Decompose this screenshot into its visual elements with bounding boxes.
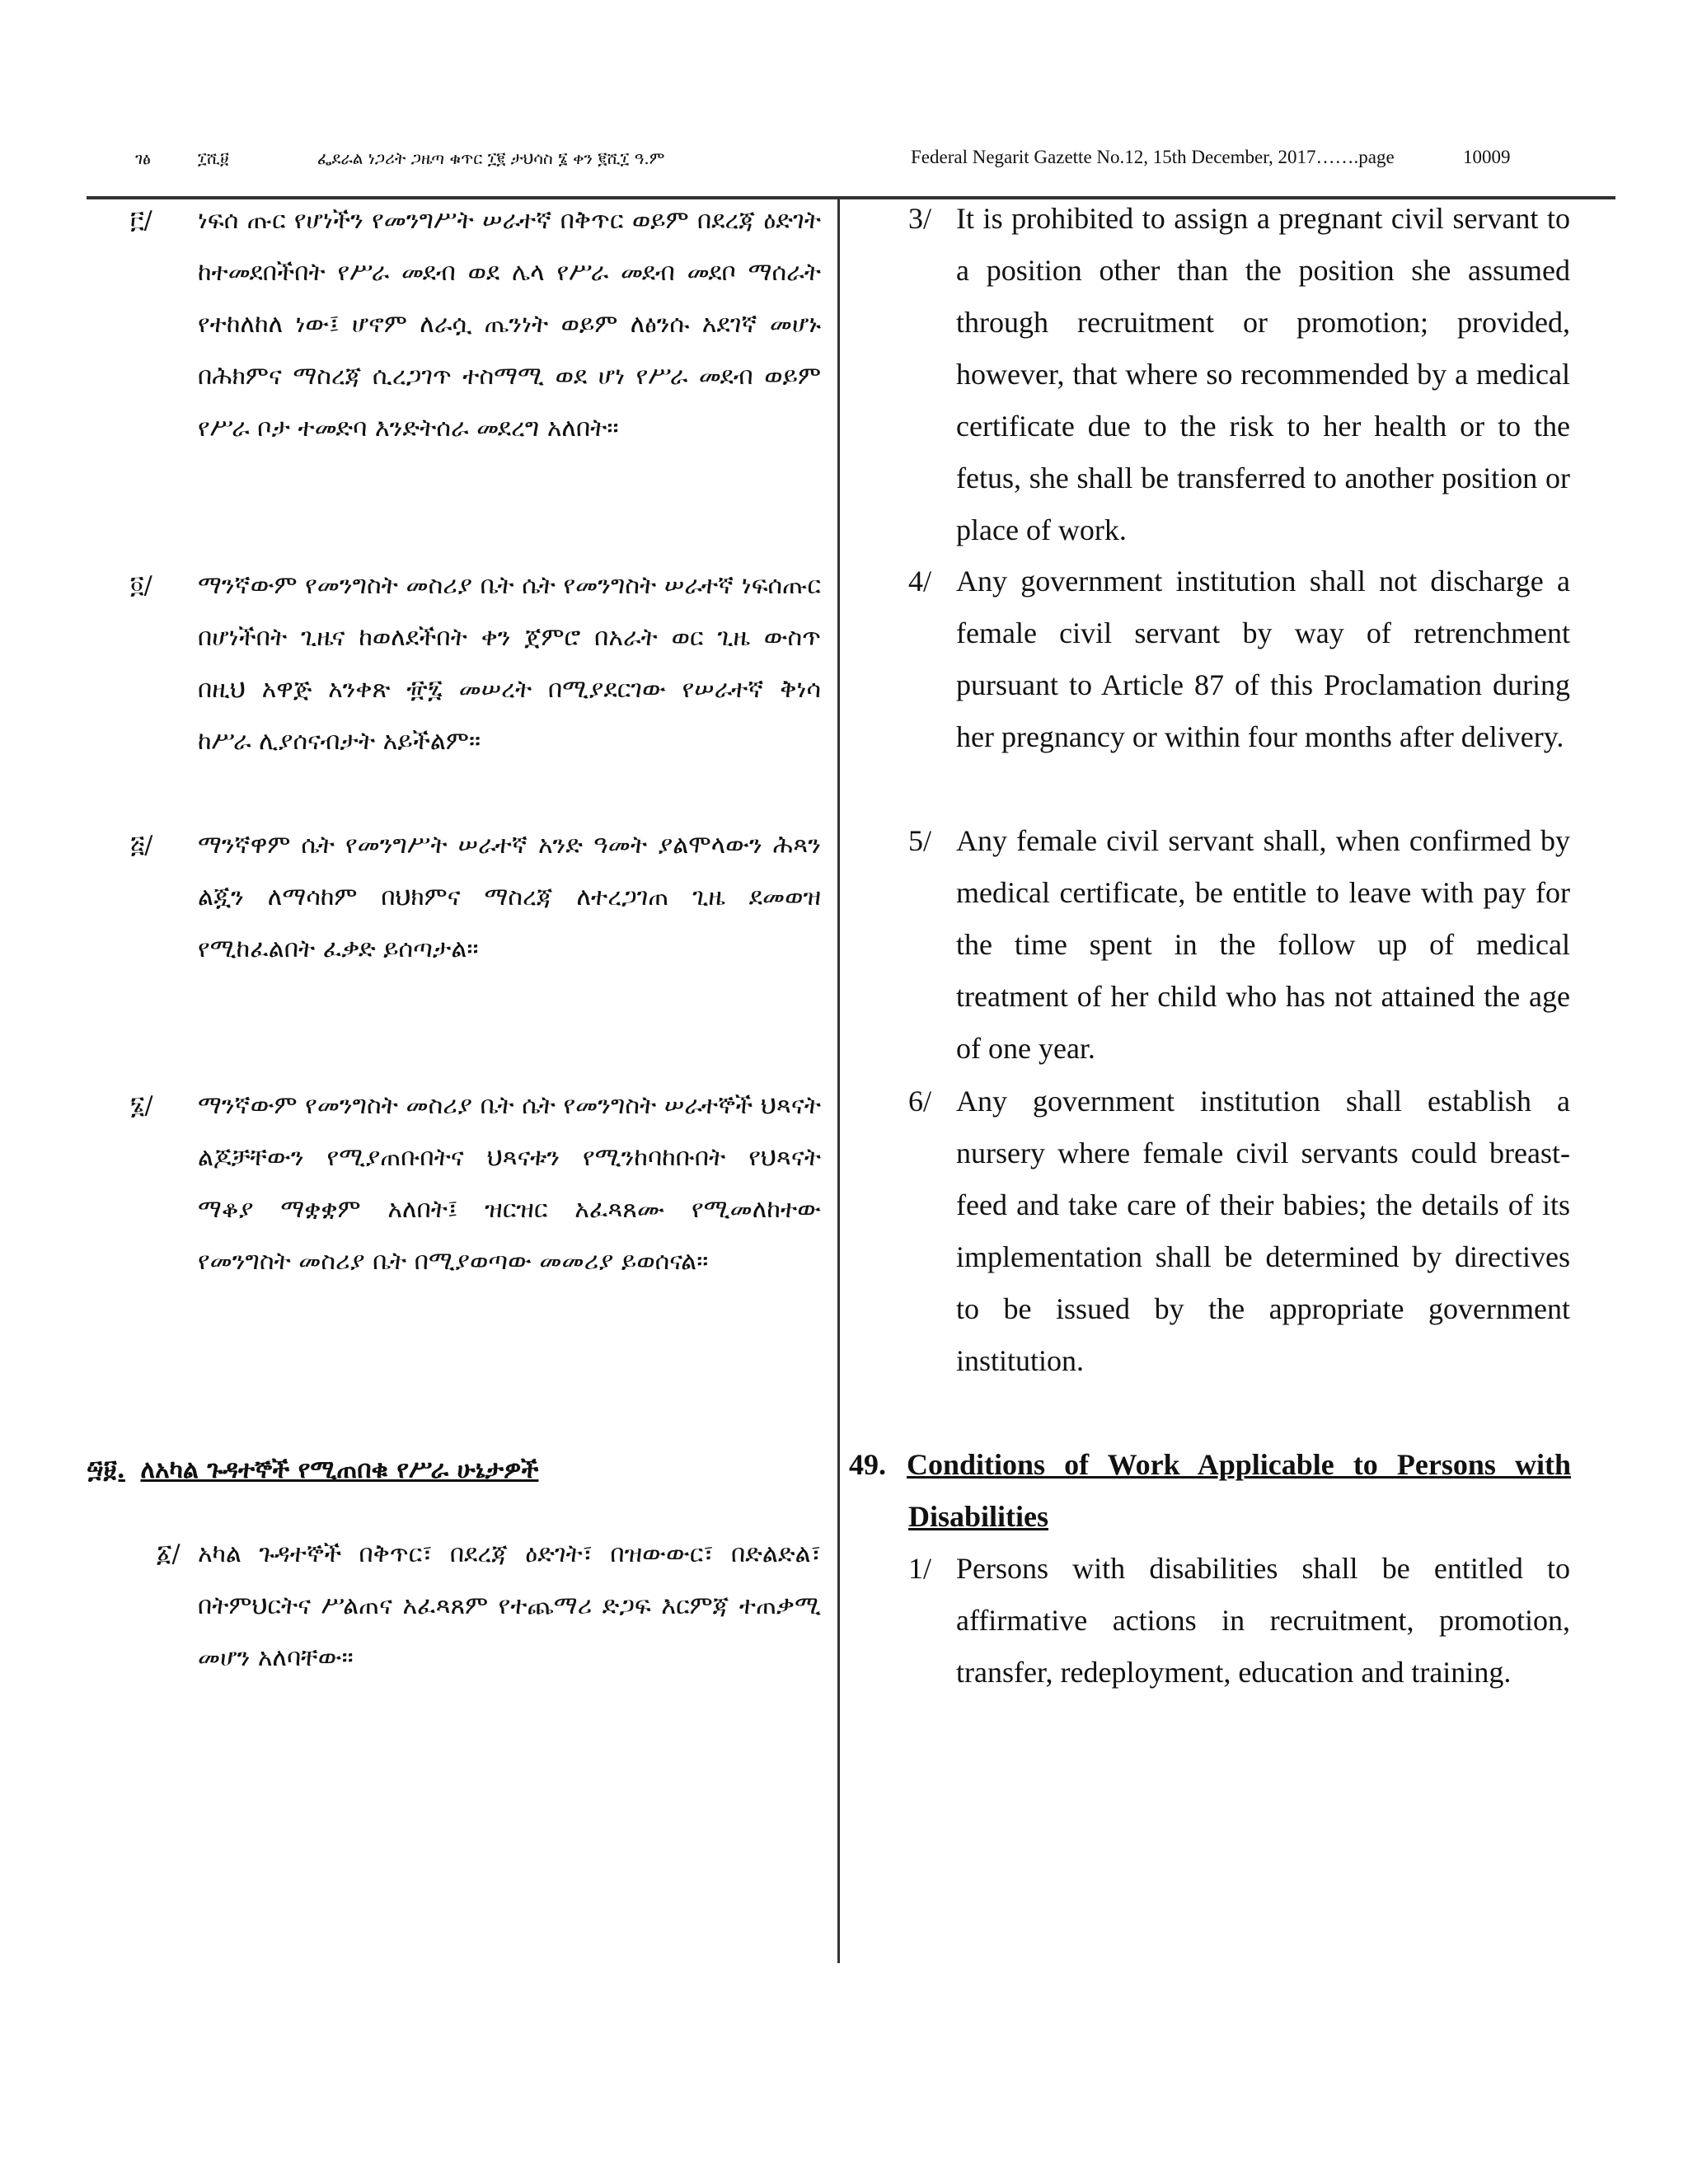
header-gazette-en: Federal Negarit Gazette No.12, 15th December, 2017…….page bbox=[911, 147, 1395, 167]
item-number: ፮/ bbox=[130, 1091, 153, 1120]
item-text: ማንኛዋም ሴት የመንግሥት ሠራተኛ አንድ ዓመት ያልሞላውን ሕጻን ልጇን ለማሳከም በህክምና ማስረጃ ለተረጋገጠ ጊዜ ደመወዝ የሚከፈልበት ፈቃድ ይሰጣታል፡፡ bbox=[198, 831, 821, 963]
item-number: ፭/ bbox=[130, 831, 153, 860]
item-text: አካል ጉዳተኞች በቅጥር፣ በደረጃ ዕድገት፣ በዝውውር፣ በድልድል፣ በትምህርትና ሥልጠና አፈጻጸም የተጨማሪ ድጋፍ እርምጃ ተጠቃሚ መሆን አለባቸው፡፡ bbox=[198, 1540, 821, 1672]
item-text: Any female civil servant shall, when confirmed by medical certificate, be entitle to leave with pay for the time spent in the follow up of medical treatment of her child who has not attained the age of one year. bbox=[956, 824, 1570, 1065]
item-text: Any government institution shall establish a nursery where female civil servants could breast-feed and take care of their babies; the details of its implementation shall be determined by directives to be issued by the appropriate government institution. bbox=[956, 1085, 1570, 1377]
item-text: It is prohibited to assign a pregnant civil servant to a position other than the position she assumed through recruitment or promotion; provided, however, that where so recommended by a medical certificate due to the risk to her health or to the fetus, she shall be transferred to another position or place of work. bbox=[956, 202, 1570, 546]
section-heading-am bbox=[87, 1444, 762, 1496]
item-text: Any government institution shall not discharge a female civil servant by way of retrenchment pursuant to Article 87 of this Proclamation during her pregnancy or within four months after delivery. bbox=[956, 565, 1570, 753]
item-number: ፬/ bbox=[130, 571, 152, 600]
page-header bbox=[0, 142, 1688, 175]
header-page-number-en: 10009 bbox=[1463, 147, 1511, 167]
section-title-line-1: Conditions of Work Applicable to Persons with bbox=[907, 1448, 1571, 1481]
section-title-line-2: Disabilities bbox=[908, 1500, 1049, 1533]
item-text: ነፍሰ ጡር የሆነችን የመንግሥት ሠራተኛ በቅጥር ወይም በደረጃ ዕድገት ከተመደበችበት የሥራ መደብ ወደ ሌላ የሥራ መደብ መደቦ ማሰራት የተከለከለ ነው፤ ሆኖም ለራሷ ጤንነት ወይም ለፅንሱ አደገኛ መሆኑ በሕክምና ማስረጃ ሲረጋገጥ ተስማሚ ወደ ሆነ የሥራ መደብ ወይም የሥራ ቦታ ተመድባ እንድትሰራ መደረግ አለበት፡፡ bbox=[198, 206, 821, 443]
item-text: ማንኛውም የመንግስት መስሪያ ቤት ሴት የመንግስት ሠራተኛ ነፍሰጡር በሆነችበት ጊዜና ከወለደችበት ቀን ጀምሮ በአራት ወር ጊዜ ውስጥ በዚህ አዋጅ አንቀጽ ፹፯ መሠረት በሚያደርገው የሠራተኛ ቅነሳ ከሥራ ሊያሰናብታት አይችልም፡፡ bbox=[198, 571, 821, 756]
header-page-label-am: ገፅ bbox=[135, 148, 151, 168]
section-heading-en bbox=[849, 1439, 1574, 1533]
item-number: ፩/ bbox=[157, 1540, 181, 1568]
column-divider bbox=[837, 199, 840, 1963]
item-number: 4/ bbox=[908, 565, 932, 598]
item-number: 5/ bbox=[908, 824, 932, 857]
section-number: 49. bbox=[849, 1448, 886, 1481]
header-page-number-am: ፲ሺ፱ bbox=[198, 148, 229, 168]
section-title: ለአካል ጉዳተኞች የሚጠበቁ የሥራ ሁኔታዎች bbox=[140, 1455, 539, 1484]
item-number: 6/ bbox=[908, 1085, 932, 1118]
item-text: ማንኛውም የመንግስት መስሪያ ቤት ሴት የመንግስት ሠራተኞች ህጻናት ልጆቻቸውን የሚያጠቡበትና ህጻናቱን የሚንከባከቡበት የህጻናት ማቆያ ማቋቋም አለበት፤ ዝርዝር አፈጻጸሙ የሚመለከተው የመንግስት መስሪያ ቤት በሚያወጣው መመሪያ ይወሰናል፡፡ bbox=[198, 1091, 821, 1276]
item-number: ፫/ bbox=[130, 206, 152, 235]
section-number: ፵፱. bbox=[87, 1455, 125, 1484]
item-text: Persons with disabilities shall be entitled to affirmative actions in recruitment, promotion, transfer, redeployment, education and training. bbox=[956, 1552, 1570, 1689]
item-number: 1/ bbox=[908, 1552, 932, 1585]
header-gazette-am: ፌደራል ነጋሪት ጋዜጣ ቁጥር ፲፪ ታህሳስ ፮ ቀን ፪ሺ፲ ዓ.ም bbox=[317, 148, 665, 168]
item-number: 3/ bbox=[908, 202, 932, 235]
